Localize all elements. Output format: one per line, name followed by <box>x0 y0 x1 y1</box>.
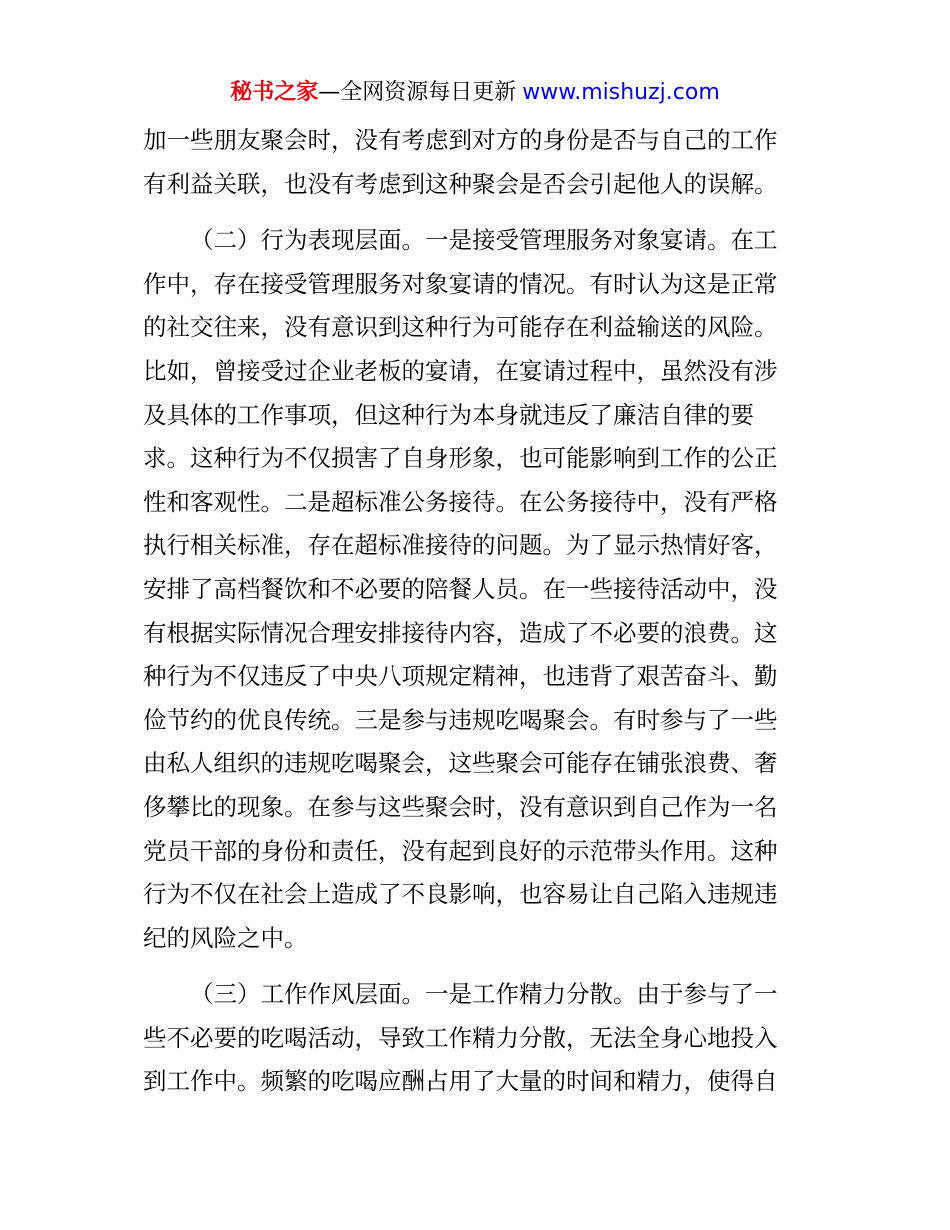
text-line: 安排了高档餐饮和不必要的陪餐人员。在一些接待活动中，没 <box>143 574 778 603</box>
text-line: 纪的风险之中。 <box>143 923 308 952</box>
text-line: 俭节约的优良传统。三是参与违规吃喝聚会。有时参与了一些 <box>143 705 778 734</box>
text-line: 比如，曾接受过企业老板的宴请，在宴请过程中，虽然没有涉 <box>143 356 778 385</box>
text-line: 有利益关联，也没有考虑到这种聚会是否会引起他人的误解。 <box>143 169 778 198</box>
text-line: 加一些朋友聚会时，没有考虑到对方的身份是否与自己的工作 <box>143 126 778 154</box>
site-brand: 秘书之家 <box>230 80 319 105</box>
text-line: 及具体的工作事项，但这种行为本身就违反了廉洁自律的要 <box>143 400 754 429</box>
text-line: 求。这种行为不仅损害了自身形象，也可能影响到工作的公正 <box>143 444 778 473</box>
text-line: 的社交往来，没有意识到这种行为可能存在利益输送的风险。 <box>143 313 778 342</box>
site-slogan: —全网资源每日更新 <box>318 80 517 105</box>
text-line: 党员干部的身份和责任，没有起到良好的示范带头作用。这种 <box>143 836 778 865</box>
text-line: 种行为不仅违反了中央八项规定精神，也违背了艰苦奋斗、勤 <box>143 662 778 691</box>
text-line: 有根据实际情况合理安排接待内容，造成了不必要的浪费。这 <box>143 618 778 647</box>
text-line: 由私人组织的违规吃喝聚会，这些聚会可能存在铺张浪费、奢 <box>143 749 778 778</box>
text-line: 作中，存在接受管理服务对象宴请的情况。有时认为这是正常 <box>143 269 778 298</box>
site-header <box>0 78 950 108</box>
text-line: 行为不仅在社会上造成了不良影响，也容易让自己陷入违规违 <box>143 880 778 909</box>
text-line: 到工作中。频繁的吃喝应酬占用了大量的时间和精力，使得自 <box>143 1067 778 1096</box>
text-line: 性和客观性。二是超标准公务接待。在公务接待中，没有严格 <box>143 487 778 516</box>
document-body <box>143 119 815 1104</box>
text-line: 执行相关标准，存在超标准接待的问题。为了显示热情好客， <box>143 531 778 560</box>
text-line: 侈攀比的现象。在参与这些聚会时，没有意识到自己作为一名 <box>143 792 778 821</box>
text-line: 些不必要的吃喝活动，导致工作精力分散，无法全身心地投入 <box>143 1023 778 1052</box>
site-url-link[interactable]: www.mishuzj.com <box>522 80 720 105</box>
paragraph-start-line: （二）行为表现层面。一是接受管理服务对象宴请。在工 <box>190 226 778 255</box>
paragraph-start-line: （三）工作作风层面。一是工作精力分散。由于参与了一 <box>190 980 778 1009</box>
